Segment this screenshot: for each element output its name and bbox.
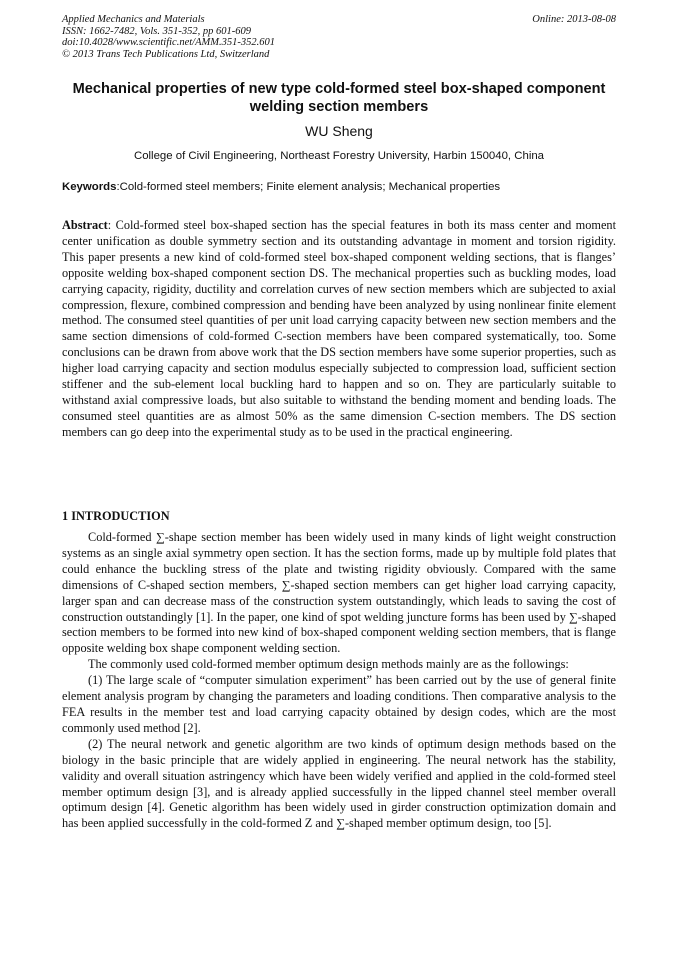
paragraph: Cold-formed ∑-shape section member has been widely used in many kinds of light weight construction systems as an single axial symmetry open section. It has the section forms, made up by multiple fold plates that could enhance the buckling stress of the plate and twisting rigidity obviously. Compared with the same dimensions of C-shaped section members, ∑-shaped section members can get higher load carrying capacity, larger span and can decrease mass of the construction system outstandingly, which leads to saving the cost of construction outstandingly [1]. In the paper, one kind of spot welding juncture forms has been used by ∑-shaped section members to be formed into new kind of box-shaped component welding section members, that is flange opposite welding box shape component welding section. [62,530,616,656]
list-item: (2) The neural network and genetic algorithm are two kinds of optimum design methods based on the biology in the basic principle that are widely applied in engineering. The neural network has the stability, validity and overall situation astringency which have been widely verified and applied in the cold-formed steel member optimum design [3], and is already applied successfully in the lipped channel steel member overall optimum design [4]. Genetic algorithm has been widely used in girder construction optimization domain and has been applied successfully in the cold-formed Z and ∑-shaped member optimum design, too [5]. [62,736,616,831]
keywords-text: :Cold-formed steel members; Finite element analysis; Mechanical properties [116,181,501,193]
author-affiliation: College of Civil Engineering, Northeast Forestry University, Harbin 150040, China [133,150,545,162]
list-item: (1) The large scale of “computer simulation experiment” has been carried out by the use of general finite element analysis program by changing the parameters and loading conditions. Then comparative analysis to the FEA results in the member test and load carrying capacity obtained by design codes, which are the most commonly used method [2]. [62,673,616,735]
abstract-label: Abstract [62,218,108,232]
keywords [62,180,616,195]
keywords-label: Keywords [62,181,117,193]
abstract [62,218,616,441]
online-date: Online: 2013-08-08 [532,14,616,25]
journal-name: Applied Mechanics and Materials [62,14,205,25]
paragraph: The commonly used cold-formed member optimum design methods mainly are as the followings: [88,657,569,672]
abstract-text: : Cold-formed steel box-shaped section has the special features in both its mass center and moment center unification as double symmetry section and its outstanding advantage in moment and torsion rigidity. This paper presents a new kind of cold-formed steel box-shaped component welding sections, that is flanges’ opposite welding box-shaped component section DS. The mechanical properties such as buckling modes, load carrying capacity, rigidity, ductility and correlation curves of new section members which are subjected to axial compression, flexure, combined compression and bending have been analyzed by using nonlinear finite element method. The consumed steel quantities of per unit load carrying capacity between new section members and the same section dimensions of cold-formed C-section members have been compared systematically, too. Some conclusions can be drawn from above work that the DS section members have some superior properties, such as higher load carrying capacity and section modulus especially subjected to compression load, sufficient section stiffener and the sub-element local buckling hard to happen and so on. They are particularly suitable to withstand axial compressive loads, but also suitable to withstand the bending moment and bending loads. The consumed steel quantities are as almost 50% as the same dimension C-section members. The DS section members can go deep into the experimental study as to be used in the practical engineering. [62,218,616,439]
doi-line[interactable]: doi:10.4028/www.scientific.net/AMM.351-352.601 [62,37,275,48]
issn-line: ISSN: 1662-7482, Vols. 351-352, pp 601-609 [62,25,251,37]
section-body [62,530,616,832]
paper-title: Mechanical properties of new type cold-formed steel box-shaped component welding section members [72,81,606,115]
journal-header [62,14,616,60]
author-name: WU Sheng [305,123,373,139]
section-heading: 1 INTRODUCTION [62,509,170,523]
copyright-line: © 2013 Trans Tech Publications Ltd, Switzerland [62,48,270,60]
